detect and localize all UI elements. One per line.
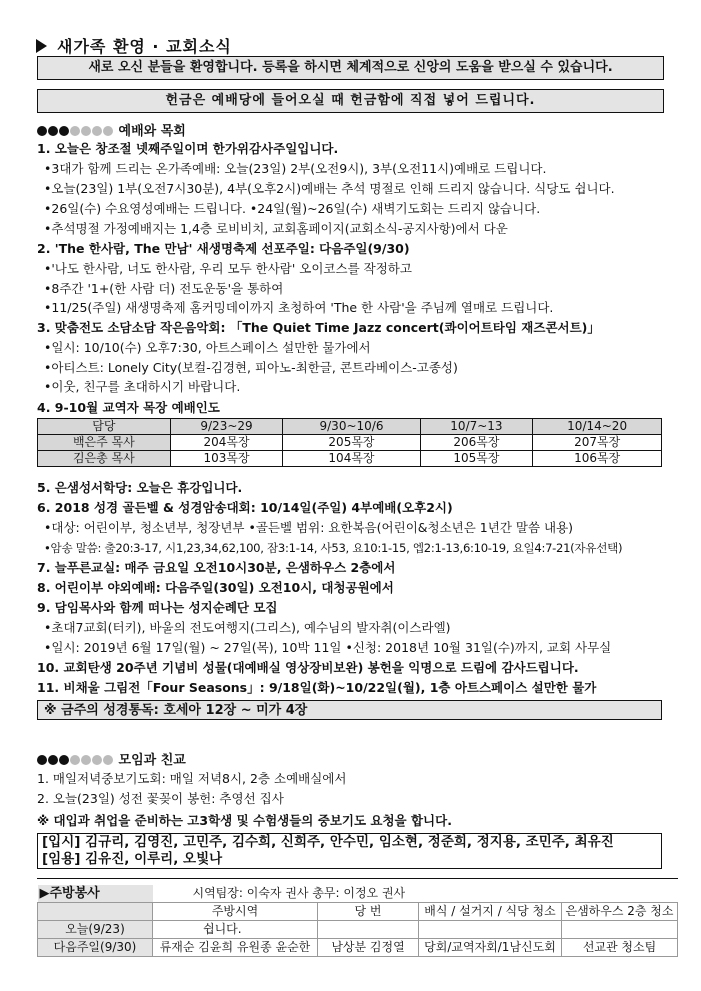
worship-sub: •8주간 '1+(한 사람 더) 전도운동'을 통하여 bbox=[44, 281, 284, 296]
dots-icon bbox=[37, 753, 114, 768]
triangle-icon bbox=[36, 39, 47, 53]
news-sub: •초대7교회(터키), 바울의 전도여행지(그리스), 예수님의 발자취(이스라엘) bbox=[44, 620, 451, 635]
worship-sub: •이웃, 친구를 초대하시기 바랍니다. bbox=[44, 379, 241, 394]
table-cell: 다음주일(9/30) bbox=[38, 939, 153, 957]
table-row bbox=[38, 419, 662, 435]
news-sub: •일시: 2019년 6월 17일(월) ~ 27일(목), 10박 11일 •신청: 2018년 10월 31일(수)까지, 교회 사무실 bbox=[44, 640, 612, 655]
news-item-8: 8. 어린이부 야외예배: 다음주일(30일) 오전10시, 대청공원에서 bbox=[37, 580, 394, 595]
table-row bbox=[38, 435, 662, 451]
table-header-cell: 9/23~29 bbox=[170, 419, 283, 435]
kitchen-title: ▶주방봉사 bbox=[38, 885, 153, 903]
prayer-request: ※ 대입과 취업을 준비하는 고3학생 및 수험생들의 중보기도 요청을 합니다. bbox=[37, 813, 452, 828]
worship-item-4: 4. 9-10월 교역자 목장 예배인도 bbox=[37, 400, 220, 415]
table-cell bbox=[318, 921, 419, 939]
table-cell: 쉽니다. bbox=[153, 921, 318, 939]
news-sub: •암송 말씀: 출20:3-17, 시1,23,34,62,100, 잠3:1-14, 사53, 요10:1-15, 엡2:1-13,6:10-19, 요일4:7-21(자유선택) bbox=[44, 541, 623, 555]
welcome-box: 새로 오신 분들을 환영합니다. 등록을 하시면 체계적으로 신앙의 도움을 받으실 수 있습니다. bbox=[37, 56, 664, 80]
dots-icon bbox=[37, 124, 114, 139]
news-item-11: 11. 비채울 그림전「Four Seasons」: 9/18일(화)~10/22일(월), 1층 아트스페이스 설만한 물가 bbox=[37, 680, 597, 695]
news-item-9: 9. 담임목사와 함께 떠나는 성지순례단 모집 bbox=[37, 600, 278, 615]
gathering-item-2: 2. 오늘(23일) 성전 꽃꽂이 봉헌: 추영선 집사 bbox=[37, 791, 284, 806]
worship-item-3: 3. 맞춤전도 소담소담 작은음악회: 「The Quiet Time Jazz concert(콰이어트타임 재즈콘서트)」 bbox=[37, 320, 600, 335]
names-line: [입시] 김규리, 김영진, 고민주, 김수희, 신희주, 안수민, 임소현, 정준희, 정지용, 조민주, 최유진 bbox=[42, 834, 614, 850]
table-cell: 선교관 청소팀 bbox=[562, 939, 678, 957]
pastor-table bbox=[37, 418, 662, 467]
news-item-10: 10. 교회탄생 20주년 기념비 성물(대예배실 영상장비보완) 봉헌을 익명으로 드림에 감사드립니다. bbox=[37, 660, 579, 675]
gathering-heading: 모임과 친교 bbox=[37, 749, 186, 768]
table-cell: 206목장 bbox=[420, 435, 533, 451]
table-row bbox=[38, 939, 678, 957]
table-header-cell: 9/30~10/6 bbox=[283, 419, 420, 435]
table-cell: 105목장 bbox=[420, 451, 533, 467]
gathering-item-1: 1. 매일저녁중보기도회: 매일 저녁8시, 2층 소예배실에서 bbox=[37, 771, 347, 786]
table-header-cell: 은샘하우스 2층 청소 bbox=[562, 903, 678, 921]
offering-box: 헌금은 예배당에 들어오실 때 헌금함에 직접 넣어 드립니다. bbox=[37, 89, 664, 113]
table-cell bbox=[562, 921, 678, 939]
worship-item-1: 1. 오늘은 창조절 넷째주일이며 한가위감사주일입니다. bbox=[37, 141, 339, 156]
kitchen-leaders: 시역팀장: 이숙자 권사 총무: 이정오 권사 bbox=[192, 886, 406, 900]
table-header-cell: 담당 bbox=[38, 419, 171, 435]
bible-reading-box: ※ 금주의 성경통독: 호세아 12장 ~ 미가 4장 bbox=[37, 700, 662, 720]
table-cell: 103목장 bbox=[170, 451, 283, 467]
table-cell: 104목장 bbox=[283, 451, 420, 467]
news-item-6: 6. 2018 성경 골든벨 & 성경암송대회: 10/14일(주일) 4부예배(오후2시) bbox=[37, 500, 453, 515]
worship-sub: •3대가 함께 드리는 온가족예배: 오늘(23일) 2부(오전9시), 3부(오전11시)예배로 드립니다. bbox=[44, 161, 547, 176]
news-sub: •대상: 어린이부, 청소년부, 청장년부 •골든벨 범위: 요한복음(어린이&청소년은 1년간 말씀 내용) bbox=[44, 520, 574, 535]
worship-sub: •추석명절 가정예배지는 1,4층 로비비치, 교회홈페이지(교회소식-공지사항)에서 다운 bbox=[44, 221, 508, 236]
worship-heading: 예배와 목회 bbox=[37, 120, 186, 139]
worship-sub: •'나도 한사람, 너도 한사람, 우리 모두 한사람' 오이코스를 작정하고 bbox=[44, 261, 412, 276]
news-item-7: 7. 늘푸른교실: 매주 금요일 오전10시30분, 은샘하우스 2층에서 bbox=[37, 560, 396, 575]
table-cell: 류재순 김윤희 유원종 윤순한 bbox=[153, 939, 318, 957]
table-cell: 김은총 목사 bbox=[38, 451, 171, 467]
table-cell: 백은주 목사 bbox=[38, 435, 171, 451]
table-header-cell: 당 번 bbox=[318, 903, 419, 921]
table-header-cell: 10/14~20 bbox=[533, 419, 662, 435]
table-row bbox=[38, 903, 678, 921]
table-row bbox=[38, 885, 678, 903]
worship-sub: •아티스트: Lonely City(보컬-김경현, 피아노-최한글, 콘트라베이스-고종성) bbox=[44, 360, 458, 375]
table-row bbox=[38, 921, 678, 939]
divider bbox=[37, 878, 678, 879]
table-cell: 당회/교역자회/1남신도회 bbox=[419, 939, 562, 957]
news-item-5: 5. 은샘성서학당: 오늘은 휴강입니다. bbox=[37, 480, 243, 495]
names-line: [임용] 김유진, 이루리, 오빛나 bbox=[42, 851, 223, 867]
student-names-box bbox=[37, 833, 662, 869]
kitchen-table bbox=[37, 885, 678, 957]
table-header-cell bbox=[38, 903, 153, 921]
worship-item-2: 2. 'The 한사람, The 만남' 새생명축제 선포주일: 다음주일(9/30) bbox=[37, 241, 410, 256]
table-cell bbox=[419, 921, 562, 939]
table-cell: 106목장 bbox=[533, 451, 662, 467]
table-cell: 오늘(9/23) bbox=[38, 921, 153, 939]
worship-sub: •26일(수) 수요영성예배는 드립니다. •24일(월)~26일(수) 새벽기도회는 드리지 않습니다. bbox=[44, 201, 541, 216]
table-cell: 204목장 bbox=[170, 435, 283, 451]
table-header-cell: 10/7~13 bbox=[420, 419, 533, 435]
worship-sub: •오늘(23일) 1부(오전7시30분), 4부(오후2시)예배는 추석 명절로 인해 드리지 않습니다. 식당도 쉽니다. bbox=[44, 181, 615, 196]
table-cell: 205목장 bbox=[283, 435, 420, 451]
worship-sub: •일시: 10/10(수) 오후7:30, 아트스페이스 설만한 물가에서 bbox=[44, 340, 371, 355]
worship-sub: •11/25(주일) 새생명축제 홈커밍데이까지 초청하여 'The 한 사람'을 주님께 열매로 드립니다. bbox=[44, 300, 554, 315]
table-cell: 남상분 김정열 bbox=[318, 939, 419, 957]
page-title: 새가족 환영 · 교회소식 bbox=[36, 34, 232, 57]
table-cell: 207목장 bbox=[533, 435, 662, 451]
table-header-cell: 배식 / 설거지 / 식당 청소 bbox=[419, 903, 562, 921]
table-row bbox=[38, 451, 662, 467]
table-header-cell: 주방시역 bbox=[153, 903, 318, 921]
